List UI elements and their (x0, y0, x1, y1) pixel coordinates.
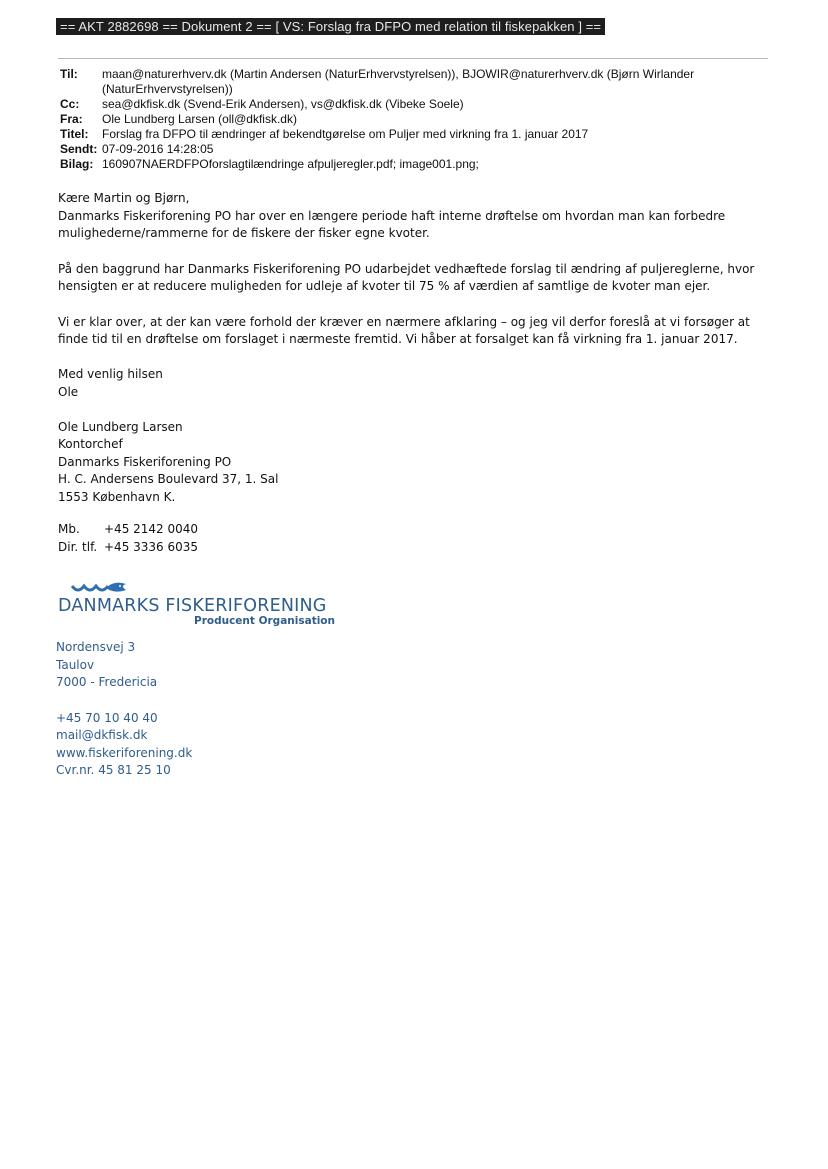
full-name: Ole Lundberg Larsen (58, 419, 183, 434)
attachments-value[interactable]: 160907NAERDFPOforslagtilændringe afpuljeregler.pdf; image001.png; (102, 157, 479, 171)
to-value-line-1: maan@naturerhverv.dk (Martin Andersen (NaturErhvervstyrelsen)), BJOWIR@naturerhverv.dk (Bjørn Wirlander (102, 67, 695, 81)
title-value: Forslag fra DFPO til ændringer af bekendtgørelse om Puljer med virkning fra 1. januar 2017 (102, 127, 589, 141)
to-value (102, 67, 760, 97)
signature-gap (58, 401, 278, 419)
paragraph-2: På den baggrund har Danmarks Fiskeriforening PO udarbejdet vedhæftede forslag til ændring af puljereglerne, hvor hensigten er at reducere muligheden for udleje af kvoter til 75 % af værdien af samtlige de kvoter man ejer. (58, 261, 755, 293)
org-website[interactable]: www.fiskeriforening.dk (56, 745, 193, 760)
header-divider (58, 58, 768, 59)
body-opening (58, 190, 778, 243)
document-banner: == AKT 2882698 == Dokument 2 == [ VS: Forslag fra DFPO med relation til fiskepakken ] == (56, 18, 605, 35)
closing: Med venlig hilsen (58, 367, 163, 381)
org-phone: +45 70 10 40 40 (56, 710, 158, 725)
org-town: Taulov (56, 657, 95, 672)
logo-name: DANMARKS FISKERIFORENING (58, 596, 327, 616)
cc-value: sea@dkfisk.dk (Svend-Erik Andersen), vs@dkfisk.dk (Vibeke Soele) (102, 97, 464, 111)
to-value-line-2: (NaturErhvervstyrelsen)) (102, 82, 233, 96)
org-postal: 7000 - Fredericia (56, 675, 158, 689)
attachments-row (60, 157, 760, 172)
org-email[interactable]: mail@dkfisk.dk (56, 728, 148, 742)
sent-value: 07-09-2016 14:28:05 (102, 142, 214, 156)
email-body (58, 190, 778, 367)
org-street: Nordensvej 3 (56, 640, 136, 654)
paragraph-3: Vi er klar over, at der kan være forhold der kræver en nærmere afklaring – og jeg vil derfor foreslå at vi forsøger at finde tid til en drøftelse om forslaget i nærmeste fremtid. Vi håber at forsalget kan få virkning fra 1. januar 2017. (58, 314, 750, 346)
mobile-number: +45 2142 0040 (104, 522, 199, 536)
cc-row (60, 97, 760, 112)
from-row (60, 112, 760, 127)
short-name: Ole (58, 384, 79, 399)
street-address: H. C. Andersens Boulevard 37, 1. Sal (58, 472, 279, 486)
organisation: Danmarks Fiskeriforening PO (58, 454, 232, 469)
from-value: Ole Lundberg Larsen (oll@dkfisk.dk) (102, 112, 297, 126)
paragraph-1: Danmarks Fiskeriforening PO har over en længere periode haft interne drøftelse om hvordan man kan forbedre mulighederne/rammerne for de fiskere der fisker egne kvoter. (58, 208, 726, 240)
title-row (60, 127, 760, 142)
sent-label: Sendt: (60, 142, 98, 156)
company-logo (56, 578, 336, 628)
org-cvr: Cvr.nr. 45 81 25 10 (56, 763, 171, 777)
greeting: Kære Martin og Bjørn, (58, 191, 190, 205)
mobile-label: Mb. (58, 522, 80, 536)
to-label: Til: (60, 67, 78, 81)
fish-wave-icon (70, 578, 130, 598)
signature (58, 366, 278, 506)
phone-block (58, 521, 198, 556)
logo-subtitle: Producent Organisation (194, 615, 335, 627)
title-label: Titel: (60, 127, 89, 141)
to-row (60, 67, 760, 97)
direct-label: Dir. tlf. (58, 539, 98, 554)
contact-gap (56, 692, 192, 710)
direct-row (58, 539, 198, 557)
email-header (60, 67, 760, 172)
mobile-row (58, 521, 198, 539)
from-label: Fra: (60, 112, 83, 126)
cc-label: Cc: (60, 97, 80, 111)
organisation-contact (56, 639, 192, 780)
attachments-label: Bilag: (60, 157, 94, 171)
role: Kontorchef (58, 437, 123, 451)
city: 1553 København K. (58, 489, 176, 504)
sent-row (60, 142, 760, 157)
direct-number: +45 3336 6035 (104, 539, 199, 554)
